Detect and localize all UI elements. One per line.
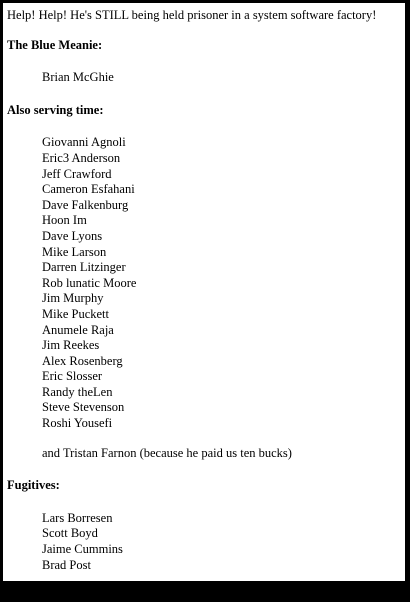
credit-name: Roshi Yousefi bbox=[42, 416, 113, 431]
credit-name: Jim Reekes bbox=[42, 338, 100, 353]
credit-name: Steve Stevenson bbox=[42, 400, 125, 415]
blue-meanie-heading: The Blue Meanie: bbox=[7, 37, 103, 52]
serving-time-list bbox=[7, 135, 405, 431]
fugitives-list bbox=[7, 511, 405, 573]
credit-name: Mike Puckett bbox=[42, 306, 110, 321]
credit-name: Lars Borresen bbox=[42, 510, 113, 525]
credit-name: Brian McGhie bbox=[42, 70, 114, 85]
credit-name: Eric3 Anderson bbox=[42, 150, 121, 165]
credit-name: Jim Murphy bbox=[42, 291, 104, 306]
credit-name: Darren Litzinger bbox=[42, 260, 126, 275]
credit-name: Giovanni Agnoli bbox=[42, 135, 126, 150]
credit-name: Anumele Raja bbox=[42, 322, 114, 337]
credit-name: Jaime Cummins bbox=[42, 542, 123, 557]
credit-name: Dave Falkenburg bbox=[42, 197, 129, 212]
bottom-frame-bar bbox=[0, 582, 410, 600]
credit-name: Scott Boyd bbox=[42, 526, 98, 541]
postscript-text: and Tristan Farnon (because he paid us ten bucks) bbox=[42, 445, 292, 460]
fugitives-heading: Fugitives: bbox=[7, 478, 60, 493]
intro-text: Help! Help! He's STILL being held prisoner in a system software factory! bbox=[7, 8, 377, 22]
credit-name: Randy theLen bbox=[42, 384, 113, 399]
blue-meanie-list bbox=[7, 70, 405, 86]
credit-name: Jeff Crawford bbox=[42, 166, 112, 181]
credit-name: Rob lunatic Moore bbox=[42, 275, 137, 290]
postscript-list bbox=[7, 446, 405, 462]
serving-time-heading: Also serving time: bbox=[7, 102, 104, 117]
credit-name: Brad Post bbox=[42, 557, 91, 572]
credit-name: Mike Larson bbox=[42, 244, 107, 259]
credit-name: Cameron Esfahani bbox=[42, 182, 135, 197]
credit-name: Eric Slosser bbox=[42, 369, 103, 384]
credit-name: Alex Rosenberg bbox=[42, 353, 123, 368]
credit-name: Hoon Im bbox=[42, 213, 87, 228]
credit-name: Dave Lyons bbox=[42, 228, 103, 243]
credits-content bbox=[3, 3, 405, 602]
about-window bbox=[2, 2, 406, 582]
